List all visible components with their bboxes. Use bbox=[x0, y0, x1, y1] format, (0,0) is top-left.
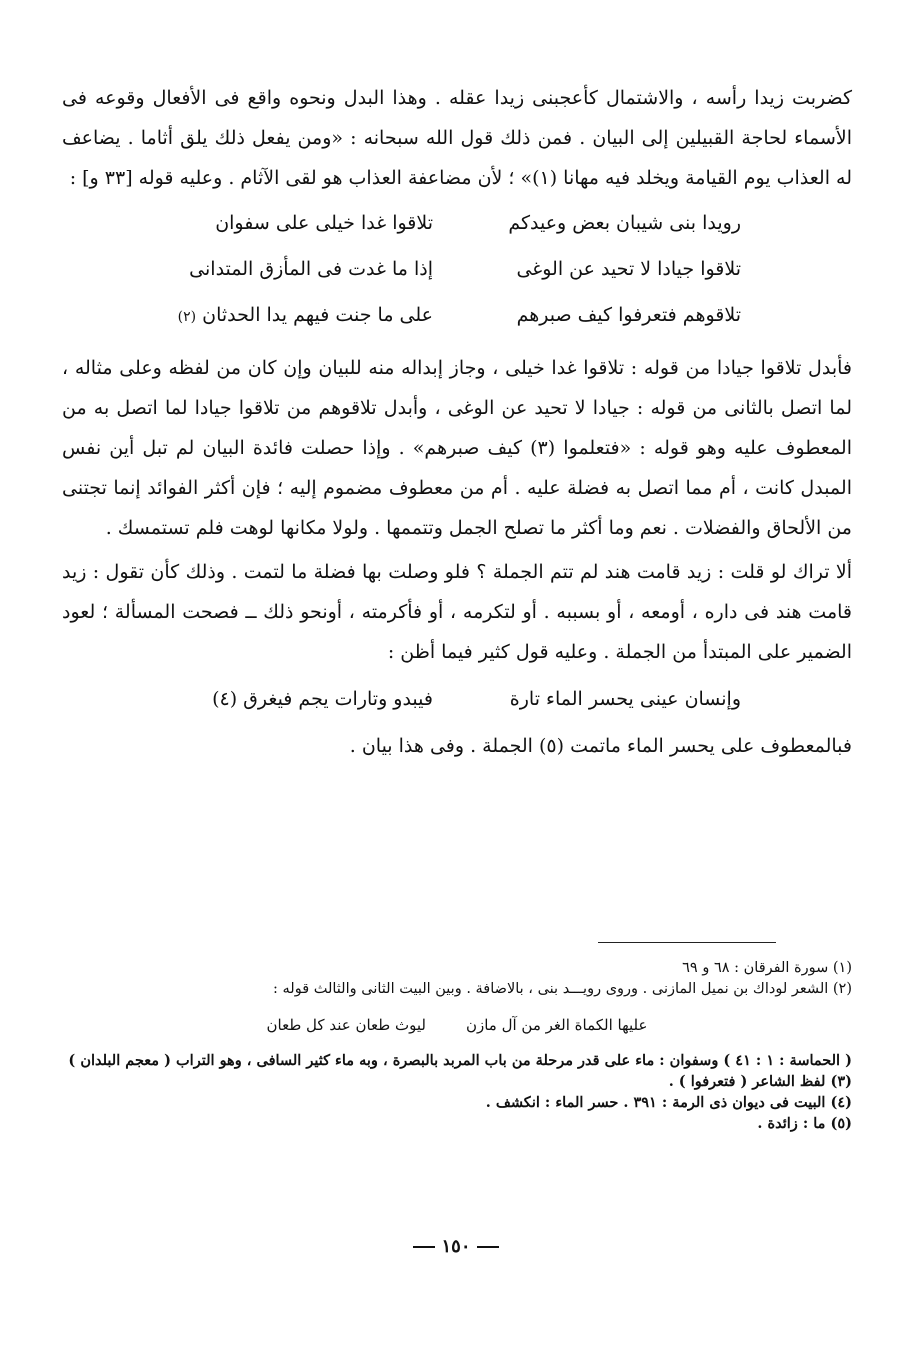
verse-first-hemistich: عليها الكماة الغر من آل مازن bbox=[465, 1016, 648, 1034]
footnote-divider bbox=[598, 942, 776, 943]
page-number-dash bbox=[413, 1246, 435, 1248]
paragraph-3: ألا تراك لو قلت : زيد قامت هند لم تتم الجملة ؟ فلو وصلت بها فضلة ما لتمت . وذلك كأن تقول : زيد قامت هند فى داره ، أومعه ، أو بسببه . أو لتكرمه ، أو فأكرمته ، أونحو ذلك ــ فصحت المسألة ؛ لعود الضمير على المبتدأ من الجملة . وعليه قول كثير فيما أظن : bbox=[62, 561, 852, 663]
verse-second-text: فيبدو وتارات يجم فيغرق bbox=[243, 688, 433, 710]
footnote-2: (٢) الشعر لوداك بن نميل المازنى . وروى رويـــد بنى ، بالاضافة . وبين البيت الثانى والثالث قوله : bbox=[273, 981, 852, 997]
poem-verse bbox=[62, 246, 852, 292]
footnote-1: (١) سورة الفرقان : ٦٨ و ٦٩ bbox=[682, 960, 852, 976]
verse-second-hemistich bbox=[173, 676, 433, 722]
verse-first-hemistich: تلاقوهم فتعرفوا كيف صبرهم bbox=[516, 304, 741, 326]
verse-first-hemistich: رويدا بنى شيبان بعض وعيدكم bbox=[508, 212, 741, 234]
verse-second-hemistich bbox=[173, 292, 433, 340]
verse-first-hemistich: تلاقوا جيادا لا تحيد عن الوغى bbox=[516, 258, 741, 280]
page-body bbox=[62, 78, 852, 766]
footnotes bbox=[62, 958, 852, 1134]
footnote-4: (٤) البيت فى ديوان ذى الرمة : ٣٩١ . حسر الماء : انكشف . bbox=[485, 1094, 852, 1111]
poem-verse bbox=[62, 292, 852, 340]
footnote-3: (٣) لفظ الشاعر ( فتعرفوا ) . bbox=[668, 1073, 852, 1090]
verse-second-hemistich: إذا ما غدت فى المأزق المتدانى bbox=[189, 258, 433, 280]
page-number-dash bbox=[477, 1246, 499, 1248]
verse-second-text: على ما جنت فيهم يدا الحدثان bbox=[202, 304, 433, 326]
footnote-marker: (٤) bbox=[212, 688, 238, 710]
page-number bbox=[0, 1236, 912, 1257]
footnote-2-continuation: ( الحماسة : ١ : ٤١ ) وسفوان : ماء على قدر مرحلة من باب المربد بالبصرة ، وبه ماء كثير السافى ، وهو التراب ( معجم البلدان ) bbox=[68, 1052, 852, 1069]
footnote-marker: (٢) bbox=[177, 309, 197, 325]
poem-verse-2 bbox=[62, 676, 852, 722]
footnote-5: (٥) ما : زائدة . bbox=[757, 1115, 852, 1132]
verse-second-hemistich: ليوث طعان عند كل طعان bbox=[266, 1016, 426, 1034]
poem-verse bbox=[62, 200, 852, 246]
paragraph-4: فبالمعطوف على يحسر الماء ماتمت (٥) الجملة . وفى هذا بيان . bbox=[349, 735, 852, 757]
verse-first-hemistich: وإنسان عينى يحسر الماء تارة bbox=[509, 688, 741, 710]
verse-second-hemistich: تلاقوا غدا خيلى على سفوان bbox=[215, 212, 433, 234]
page-number-text: ١٥٠ bbox=[441, 1236, 471, 1257]
paragraph-1: كضربت زيدا رأسه ، والاشتمال كأعجبنى زيدا عقله . وهذا البدل ونحوه واقع فى الأفعال وقوعه فى الأسماء لحاجة القبيلين إلى البيان . فمن ذلك قول الله سبحانه : «ومن يفعل ذلك يلق أثاما . يضاعف له العذاب يوم القيامة ويخلد فيه مهانا (١)» ؛ لأن مضاعفة العذاب هو لقى الآثام . وعليه قوله [٣٣ و] : bbox=[62, 87, 852, 189]
paragraph-2: فأبدل تلاقوا جيادا من قوله : تلاقوا غدا خيلى ، وجاز إبداله منه للبيان وإن كان من لفظه وعلى مثاله ، لما اتصل بالثانى من قوله : جيادا لا تحيد عن الوغى ، وأبدل تلاقوهم من تلاقوا جيادا لما اتصل به من المعطوف عليه وهو قوله : «فتعلموا (٣) كيف صبرهم» . وإذا حصلت فائدة البيان لم تبل أين نفس المبدل كانت ، أم مما اتصل به فضلة عليه . أم من معطوف مضموم إليه ؛ فإن أكثر الفوائد إنما تجتنى من الألحاق والفضلات . نعم وما أكثر ما تصلح الجمل وتتممها . ولولا مكانها لوهت فلم تستمسك . bbox=[62, 357, 852, 539]
footnote-verse bbox=[62, 1014, 852, 1036]
poem-1 bbox=[62, 200, 852, 340]
